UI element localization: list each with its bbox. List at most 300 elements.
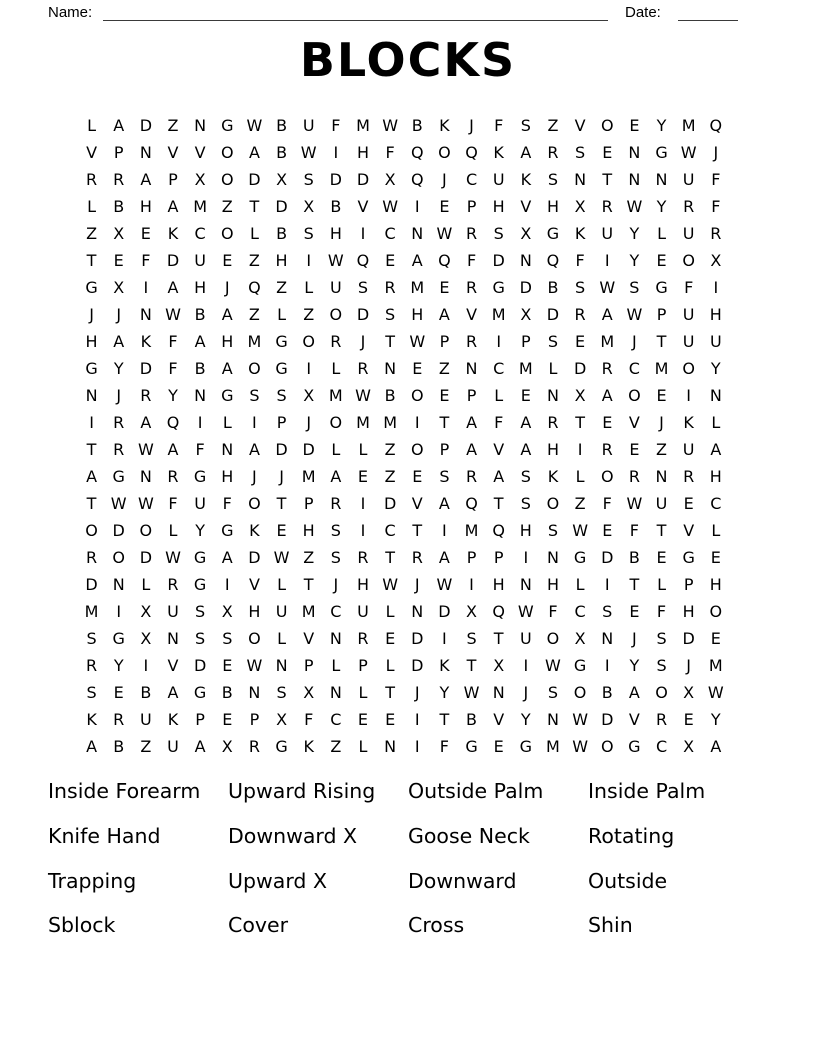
grid-letter: E xyxy=(385,709,396,729)
grid-letter: Z xyxy=(86,223,98,243)
grid-letter: I xyxy=(469,574,474,594)
grid-letter: R xyxy=(167,574,179,594)
word-list-item: Upward Rising xyxy=(228,779,376,803)
grid-letter: B xyxy=(140,682,152,702)
grid-letter: T xyxy=(629,574,640,594)
grid-letter: A xyxy=(520,412,532,432)
grid-letter: C xyxy=(330,601,342,621)
grid-letter: M xyxy=(301,466,316,486)
grid-letter: N xyxy=(329,682,342,702)
grid-letter: J xyxy=(360,331,366,351)
grid-letter: D xyxy=(546,304,560,324)
grid-letter: Y xyxy=(656,196,667,216)
grid-letter: P xyxy=(303,655,314,675)
grid-letter: H xyxy=(302,520,315,540)
grid-letter: N xyxy=(275,655,288,675)
grid-letter: I xyxy=(604,655,610,675)
grid-letter: S xyxy=(602,601,613,621)
grid-letter: E xyxy=(520,385,531,405)
grid-letter: R xyxy=(601,439,613,459)
grid-letter: D xyxy=(166,250,180,270)
grid-letter: B xyxy=(113,736,125,756)
grid-letter: W xyxy=(246,115,263,135)
grid-letter: T xyxy=(249,196,260,216)
page-header xyxy=(0,0,816,30)
grid-letter: W xyxy=(382,574,399,594)
grid-letter: R xyxy=(465,331,478,351)
grid-letter: L xyxy=(657,223,666,243)
grid-letter: A xyxy=(330,466,342,486)
grid-letter: O xyxy=(248,493,261,513)
grid-letter: P xyxy=(466,196,477,216)
grid-letter: R xyxy=(411,547,423,567)
grid-letter: E xyxy=(575,331,586,351)
grid-letter: E xyxy=(710,628,721,648)
grid-letter: F xyxy=(141,250,151,270)
word-list-item: Sblock xyxy=(48,913,116,938)
word-list-item: Cover xyxy=(228,913,289,938)
grid-letter: E xyxy=(276,520,287,540)
grid-letter: W xyxy=(680,142,697,162)
grid-letter: S xyxy=(575,277,586,297)
grid-letter: A xyxy=(466,412,478,432)
grid-letter: G xyxy=(682,547,695,567)
grid-letter: M xyxy=(84,601,99,621)
grid-letter: R xyxy=(330,331,342,351)
grid-letter: N xyxy=(546,709,559,729)
grid-letter: O xyxy=(628,385,641,405)
grid-letter: L xyxy=(87,115,97,135)
grid-letter: T xyxy=(656,331,667,351)
grid-letter: Z xyxy=(547,115,559,135)
grid-letter: G xyxy=(85,358,98,378)
grid-letter: L xyxy=(358,439,368,459)
grid-letter: A xyxy=(411,250,423,270)
grid-letter: X xyxy=(221,601,233,621)
grid-letter: F xyxy=(168,493,178,513)
grid-letter: A xyxy=(601,385,613,405)
grid-letter: M xyxy=(491,304,506,324)
grid-letter: A xyxy=(601,304,613,324)
grid-letter: G xyxy=(112,466,125,486)
name-label: Name: xyxy=(48,4,93,21)
grid-letter: X xyxy=(113,223,125,243)
grid-letter: P xyxy=(520,331,531,351)
grid-letter: E xyxy=(412,358,423,378)
grid-letter: V xyxy=(167,142,179,162)
grid-letter: W xyxy=(517,601,534,621)
grid-letter: C xyxy=(194,223,206,243)
grid-letter: R xyxy=(628,466,640,486)
grid-letter: U xyxy=(682,331,695,351)
grid-letter: O xyxy=(220,223,234,243)
grid-letter: H xyxy=(329,223,342,243)
grid-letter: S xyxy=(520,493,531,513)
grid-letter: R xyxy=(547,412,559,432)
grid-letter: B xyxy=(628,547,640,567)
grid-letter: O xyxy=(220,142,234,162)
grid-letter: D xyxy=(519,277,532,297)
grid-letter: H xyxy=(519,520,532,540)
grid-letter: A xyxy=(86,466,98,486)
grid-letter: E xyxy=(629,115,640,135)
grid-letter: D xyxy=(275,439,288,459)
grid-letter: C xyxy=(384,520,396,540)
grid-letter: X xyxy=(710,250,722,270)
grid-letter: N xyxy=(546,385,559,405)
grid-letter: S xyxy=(575,142,586,162)
grid-letter: L xyxy=(575,574,585,594)
grid-letter: G xyxy=(655,277,668,297)
grid-letter: F xyxy=(575,250,585,270)
grid-letter: M xyxy=(410,277,425,297)
grid-letter: S xyxy=(222,628,233,648)
grid-letter: N xyxy=(574,169,587,189)
grid-letter: S xyxy=(520,115,531,135)
grid-letter: B xyxy=(113,196,125,216)
grid-letter: F xyxy=(439,736,449,756)
grid-letter: N xyxy=(384,358,397,378)
grid-letter: L xyxy=(331,358,341,378)
word-list-item: Cross xyxy=(408,913,465,938)
grid-letter: E xyxy=(710,547,721,567)
grid-letter: H xyxy=(194,277,207,297)
grid-letter: D xyxy=(411,655,424,675)
grid-letter: W xyxy=(545,655,561,675)
grid-letter: S xyxy=(547,682,559,702)
grid-letter: I xyxy=(143,655,149,675)
grid-letter: T xyxy=(86,493,97,513)
grid-letter: X xyxy=(520,223,532,243)
word-list-item: Inside Palm xyxy=(588,779,706,803)
grid-letter: Q xyxy=(248,277,261,297)
grid-letter: O xyxy=(220,169,234,189)
grid-letter: U xyxy=(682,223,695,243)
grid-letter: J xyxy=(632,331,637,351)
grid-letter: K xyxy=(86,709,97,729)
grid-letter: T xyxy=(412,520,423,540)
grid-letter: N xyxy=(601,628,614,648)
grid-letter: X xyxy=(276,709,288,729)
grid-letter: A xyxy=(248,439,260,459)
grid-letter: I xyxy=(442,520,447,540)
grid-letter: B xyxy=(276,142,288,162)
grid-letter: P xyxy=(195,709,205,729)
grid-letter: I xyxy=(360,493,366,513)
grid-letter: P xyxy=(493,547,504,567)
grid-letter: N xyxy=(411,223,424,243)
grid-letter: W xyxy=(300,142,317,162)
grid-letter: X xyxy=(140,601,152,621)
grid-letter: R xyxy=(248,736,260,756)
grid-letter: M xyxy=(681,115,696,135)
grid-letter: B xyxy=(466,709,478,729)
grid-letter: G xyxy=(193,574,207,594)
grid-letter: P xyxy=(439,331,450,351)
grid-letter: H xyxy=(492,574,505,594)
grid-letter: A xyxy=(140,169,152,189)
grid-letter: N xyxy=(384,736,397,756)
grid-letter: W xyxy=(110,493,127,513)
grid-letter: Z xyxy=(276,277,288,297)
grid-letter: G xyxy=(193,547,207,567)
grid-letter: E xyxy=(412,466,423,486)
grid-letter: L xyxy=(548,358,558,378)
grid-letter: P xyxy=(303,493,314,513)
grid-letter: R xyxy=(167,466,179,486)
grid-letter: T xyxy=(656,520,667,540)
grid-letter: Y xyxy=(710,358,721,378)
grid-letter: S xyxy=(547,169,559,189)
grid-letter: Z xyxy=(303,304,315,324)
grid-letter: Q xyxy=(465,142,478,162)
grid-letter: G xyxy=(275,331,288,351)
grid-letter: A xyxy=(628,682,640,702)
grid-letter: Q xyxy=(438,250,451,270)
grid-letter: Q xyxy=(492,520,505,540)
grid-letter: E xyxy=(385,250,396,270)
grid-letter: W xyxy=(165,304,181,324)
grid-letter: N xyxy=(167,628,179,648)
grid-letter: I xyxy=(496,331,502,351)
grid-letter: M xyxy=(518,358,533,378)
grid-letter: S xyxy=(385,304,396,324)
grid-letter: D xyxy=(356,169,370,189)
grid-letter: N xyxy=(519,574,532,594)
word-list-item: Shin xyxy=(588,913,633,938)
grid-letter: W xyxy=(409,331,426,351)
grid-letter: D xyxy=(601,709,614,729)
grid-letter: D xyxy=(139,547,153,567)
grid-letter: A xyxy=(221,358,233,378)
grid-letter: A xyxy=(167,439,179,459)
grid-letter: G xyxy=(221,520,234,540)
grid-letter: T xyxy=(439,412,450,432)
grid-letter: L xyxy=(711,412,721,432)
grid-letter: S xyxy=(195,601,206,621)
grid-letter: O xyxy=(410,385,424,405)
grid-letter: M xyxy=(464,520,479,540)
grid-letter: N xyxy=(112,574,125,594)
grid-letter: U xyxy=(682,304,695,324)
grid-letter: T xyxy=(385,682,395,702)
grid-letter: N xyxy=(546,547,559,567)
grid-letter: M xyxy=(383,412,398,432)
grid-letter: H xyxy=(356,142,369,162)
grid-letter: Y xyxy=(439,682,450,702)
grid-letter: W xyxy=(382,196,399,216)
grid-letter: O xyxy=(85,520,98,540)
grid-letter: J xyxy=(632,628,637,648)
grid-letter: A xyxy=(710,736,722,756)
grid-letter: O xyxy=(709,601,723,621)
grid-letter: K xyxy=(249,520,260,540)
grid-letter: A xyxy=(493,466,505,486)
grid-letter: S xyxy=(276,385,287,405)
grid-letter: F xyxy=(548,601,558,621)
grid-letter: F xyxy=(304,709,314,729)
grid-letter: E xyxy=(656,547,667,567)
grid-letter: F xyxy=(466,250,477,270)
grid-letter: A xyxy=(520,439,532,459)
grid-letter: W xyxy=(436,223,453,243)
grid-letter: G xyxy=(85,277,98,297)
grid-letter: Y xyxy=(168,385,178,405)
grid-letter: Z xyxy=(574,493,586,513)
grid-letter: P xyxy=(439,439,450,459)
grid-letter: N xyxy=(194,385,207,405)
word-list-item: Outside xyxy=(588,868,668,893)
grid-letter: D xyxy=(275,196,288,216)
grid-letter: C xyxy=(493,358,505,378)
grid-letter: R xyxy=(113,412,125,432)
grid-letter: D xyxy=(139,358,153,378)
grid-letter: L xyxy=(385,601,395,621)
grid-letter: X xyxy=(303,682,315,702)
grid-letter: H xyxy=(546,439,559,459)
grid-letter: O xyxy=(546,628,560,648)
grid-letter: J xyxy=(442,169,447,189)
grid-letter: H xyxy=(546,574,559,594)
grid-letter: D xyxy=(438,601,451,621)
grid-letter: A xyxy=(167,682,179,702)
grid-letter: S xyxy=(303,223,314,243)
grid-letter: V xyxy=(194,142,206,162)
grid-letter: U xyxy=(167,601,179,621)
grid-letter: S xyxy=(656,628,667,648)
grid-letter: F xyxy=(684,277,694,297)
grid-letter: Z xyxy=(330,736,342,756)
page-title: BLOCKS xyxy=(299,33,517,87)
grid-letter: D xyxy=(193,655,207,675)
grid-letter: F xyxy=(656,601,667,621)
grid-letter: T xyxy=(86,439,97,459)
grid-letter: H xyxy=(411,304,424,324)
grid-letter: P xyxy=(466,385,477,405)
grid-letter: N xyxy=(85,385,98,405)
grid-letter: E xyxy=(683,709,694,729)
grid-letter: D xyxy=(356,304,370,324)
grid-letter: V xyxy=(493,439,505,459)
grid-letter: L xyxy=(277,574,287,594)
grid-letter: L xyxy=(141,574,151,594)
grid-letter: U xyxy=(329,277,342,297)
grid-letter: M xyxy=(708,655,723,675)
grid-letter: I xyxy=(577,439,583,459)
grid-letter: R xyxy=(465,277,478,297)
grid-letter: Y xyxy=(629,223,640,243)
grid-letter: X xyxy=(520,304,532,324)
grid-letter: P xyxy=(276,412,287,432)
grid-letter: A xyxy=(194,736,206,756)
grid-letter: J xyxy=(89,304,94,324)
grid-letter: J xyxy=(306,412,312,432)
grid-letter: X xyxy=(574,385,586,405)
grid-letter: I xyxy=(143,277,149,297)
grid-letter: J xyxy=(414,682,420,702)
grid-letter: K xyxy=(493,142,504,162)
grid-letter: T xyxy=(276,493,287,513)
grid-letter: G xyxy=(112,628,125,648)
grid-letter: S xyxy=(86,682,97,702)
grid-letter: S xyxy=(330,547,341,567)
grid-letter: R xyxy=(330,493,342,513)
grid-letter: E xyxy=(439,277,450,297)
grid-letter: N xyxy=(709,385,722,405)
grid-letter: G xyxy=(221,115,234,135)
grid-letter: L xyxy=(494,385,504,405)
grid-letter: O xyxy=(139,520,153,540)
grid-letter: K xyxy=(520,169,532,189)
grid-letter: E xyxy=(357,709,369,729)
grid-letter: I xyxy=(442,628,447,648)
grid-letter: E xyxy=(357,466,369,486)
grid-letter: L xyxy=(87,196,97,216)
grid-letter: N xyxy=(628,142,641,162)
grid-letter: L xyxy=(358,682,368,702)
grid-letter: D xyxy=(302,439,315,459)
grid-letter: Q xyxy=(492,601,505,621)
grid-letter: U xyxy=(682,169,695,189)
grid-letter: V xyxy=(86,142,98,162)
grid-letter: S xyxy=(249,385,260,405)
grid-letter: S xyxy=(86,628,97,648)
grid-letter: E xyxy=(385,628,396,648)
grid-letter: U xyxy=(682,439,695,459)
grid-letter: E xyxy=(113,682,124,702)
grid-letter: B xyxy=(276,115,288,135)
grid-letter: R xyxy=(574,304,586,324)
grid-letter: K xyxy=(683,412,694,432)
grid-letter: X xyxy=(276,169,288,189)
word-list-item: Downward X xyxy=(228,823,358,848)
grid-letter: O xyxy=(302,331,315,351)
grid-letter: R xyxy=(710,223,722,243)
grid-letter: W xyxy=(165,547,181,567)
grid-letter: H xyxy=(221,466,234,486)
grid-letter: R xyxy=(86,655,98,675)
grid-letter: X xyxy=(683,736,695,756)
grid-letter: R xyxy=(683,196,695,216)
grid-letter: G xyxy=(221,385,234,405)
grid-letter: U xyxy=(139,709,152,729)
grid-letter: H xyxy=(139,196,152,216)
grid-letter: A xyxy=(86,736,98,756)
grid-letter: D xyxy=(411,628,424,648)
grid-letter: D xyxy=(248,547,261,567)
grid-letter: U xyxy=(709,331,722,351)
grid-letter: T xyxy=(493,493,504,513)
grid-letter: X xyxy=(303,196,315,216)
grid-letter: S xyxy=(439,466,450,486)
grid-letter: A xyxy=(194,331,206,351)
grid-letter: U xyxy=(492,169,505,189)
word-list-item: Trapping xyxy=(48,868,137,893)
grid-letter: M xyxy=(301,601,316,621)
grid-letter: Z xyxy=(303,547,315,567)
grid-letter: N xyxy=(139,142,152,162)
grid-letter: N xyxy=(465,358,478,378)
grid-letter: I xyxy=(523,547,529,567)
grid-letter: A xyxy=(167,277,179,297)
grid-letter: G xyxy=(193,466,207,486)
grid-letter: M xyxy=(356,412,370,432)
grid-letter: O xyxy=(248,358,261,378)
grid-letter: D xyxy=(112,520,125,540)
grid-letter: Z xyxy=(656,439,667,459)
grid-letter: P xyxy=(113,142,124,162)
grid-letter: C xyxy=(330,709,342,729)
